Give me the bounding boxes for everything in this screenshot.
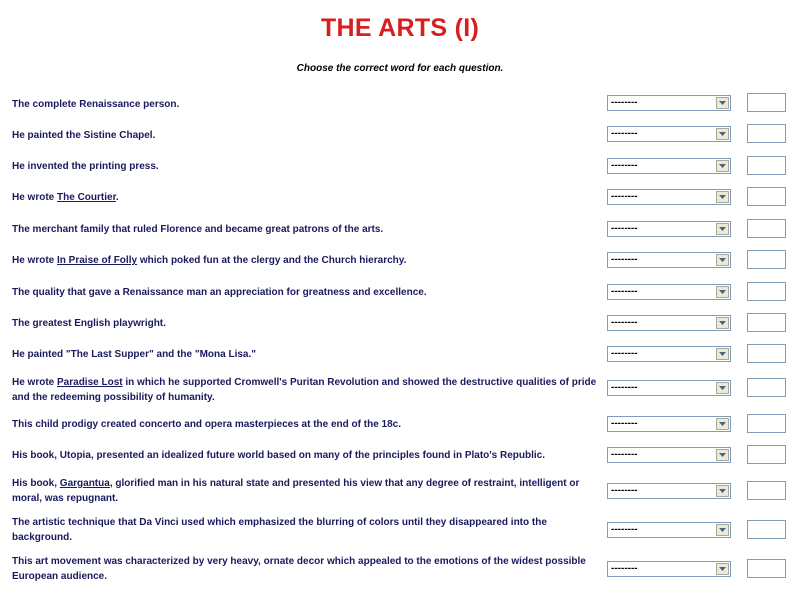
question-text	[12, 253, 406, 268]
answer-select-12[interactable]	[607, 447, 731, 463]
select-value: --------	[611, 254, 638, 265]
question-text-part: His book, Utopia, presented an idealized future world based on many of the principles found in Plato's Republic.	[12, 450, 545, 461]
question-text-part: He wrote	[12, 255, 58, 266]
question-text-part: His book,	[12, 478, 60, 489]
answer-select-9[interactable]	[607, 346, 731, 362]
question-14	[12, 515, 597, 545]
page-title: THE ARTS (I)	[320, 14, 480, 42]
chevron-down-icon[interactable]	[716, 524, 729, 536]
answer-select-11[interactable]	[607, 416, 731, 432]
select-value: --------	[611, 160, 638, 171]
question-text	[12, 159, 159, 174]
question-3	[12, 159, 597, 174]
select-value: --------	[611, 191, 638, 202]
question-10	[12, 375, 597, 405]
answer-field-5[interactable]	[747, 219, 786, 238]
answer-field-8[interactable]	[747, 313, 786, 332]
book-title-link[interactable]: The Courtier	[57, 192, 116, 203]
question-text	[12, 222, 383, 237]
answer-field-7[interactable]	[747, 282, 786, 301]
answer-field-15[interactable]	[747, 559, 786, 578]
question-9	[12, 347, 597, 362]
question-text	[12, 448, 545, 463]
question-text	[12, 190, 119, 205]
question-text-part: The merchant family that ruled Florence and became great patrons of the arts.	[12, 224, 384, 235]
chevron-down-icon[interactable]	[716, 449, 729, 461]
select-value: --------	[611, 286, 638, 297]
instructions: Choose the correct word for each question.	[296, 63, 504, 74]
question-12	[12, 448, 597, 463]
question-6	[12, 253, 597, 268]
question-text	[12, 285, 427, 300]
question-text-part: He invented the printing press.	[12, 161, 159, 172]
answer-field-1[interactable]	[747, 93, 786, 112]
answer-select-4[interactable]	[607, 189, 731, 205]
chevron-down-icon[interactable]	[716, 286, 729, 298]
book-title-link[interactable]: Paradise Lost	[57, 377, 123, 388]
question-text	[12, 417, 401, 432]
answer-field-2[interactable]	[747, 124, 786, 143]
question-1	[12, 97, 597, 112]
question-text-part: The greatest English playwright.	[12, 318, 166, 329]
question-text	[12, 554, 597, 584]
question-text-part: He painted the Sistine Chapel.	[12, 130, 156, 141]
question-text-part: He wrote	[12, 377, 58, 388]
answer-field-14[interactable]	[747, 520, 786, 539]
answer-field-13[interactable]	[747, 481, 786, 500]
question-5	[12, 222, 597, 237]
question-text-part: , glorified man in his natural state and presented his view that any degree of restraint, intelligent or moral, was repugnant.	[12, 478, 580, 504]
chevron-down-icon[interactable]	[716, 128, 729, 140]
question-text-part: This art movement was characterized by very heavy, ornate decor which appealed to the emotions of the widest possible European audience.	[12, 556, 586, 582]
answer-field-12[interactable]	[747, 445, 786, 464]
chevron-down-icon[interactable]	[716, 160, 729, 172]
question-text	[12, 97, 179, 112]
select-value: --------	[611, 382, 638, 393]
answer-select-2[interactable]	[607, 126, 731, 142]
answer-field-6[interactable]	[747, 250, 786, 269]
answer-select-5[interactable]	[607, 221, 731, 237]
question-text	[12, 347, 256, 362]
answer-select-15[interactable]	[607, 561, 731, 577]
question-8	[12, 316, 597, 331]
select-value: --------	[611, 524, 638, 535]
question-text-part: The complete Renaissance person.	[12, 99, 180, 110]
answer-select-1[interactable]	[607, 95, 731, 111]
question-4	[12, 190, 597, 205]
question-text	[12, 515, 597, 545]
chevron-down-icon[interactable]	[716, 485, 729, 497]
chevron-down-icon[interactable]	[716, 223, 729, 235]
select-value: --------	[611, 563, 638, 574]
select-value: --------	[611, 223, 638, 234]
select-value: --------	[611, 317, 638, 328]
book-title-link[interactable]: Gargantua	[59, 478, 110, 489]
answer-select-3[interactable]	[607, 158, 731, 174]
answer-select-6[interactable]	[607, 252, 731, 268]
chevron-down-icon[interactable]	[716, 563, 729, 575]
chevron-down-icon[interactable]	[716, 254, 729, 266]
question-text-part: in which he supported Cromwell's Puritan Revolution and showed the destructive qualities of pride and the redeeming possibility of humanity.	[12, 377, 597, 403]
select-value: --------	[611, 418, 638, 429]
question-2	[12, 128, 597, 143]
answer-select-13[interactable]	[607, 483, 731, 499]
select-value: --------	[611, 128, 638, 139]
chevron-down-icon[interactable]	[716, 382, 729, 394]
question-text-part: which poked fun at the clergy and the Church hierarchy.	[137, 255, 407, 266]
answer-field-9[interactable]	[747, 344, 786, 363]
question-text-part: .	[115, 192, 119, 203]
answer-select-10[interactable]	[607, 380, 731, 396]
answer-field-3[interactable]	[747, 156, 786, 175]
answer-field-4[interactable]	[747, 187, 786, 206]
chevron-down-icon[interactable]	[716, 418, 729, 430]
answer-field-10[interactable]	[747, 378, 786, 397]
question-11	[12, 417, 597, 432]
question-text-part: He wrote	[12, 192, 58, 203]
book-title-link[interactable]: In Praise of Folly	[57, 255, 138, 266]
chevron-down-icon[interactable]	[716, 191, 729, 203]
question-text-part: This child prodigy created concerto and opera masterpieces at the end of the 18c.	[12, 419, 401, 430]
question-text-part: He painted "The Last Supper" and the "Mona Lisa."	[12, 349, 256, 360]
answer-field-11[interactable]	[747, 414, 786, 433]
question-text	[12, 316, 166, 331]
question-7	[12, 285, 597, 300]
select-value: --------	[611, 348, 638, 359]
chevron-down-icon[interactable]	[716, 348, 729, 360]
chevron-down-icon[interactable]	[716, 97, 729, 109]
question-15	[12, 554, 597, 584]
answer-select-14[interactable]	[607, 522, 731, 538]
question-text-part: The artistic technique that Da Vinci used which emphasized the blurring of colors until they disappeared into the background.	[12, 517, 547, 543]
question-text	[12, 128, 155, 143]
chevron-down-icon[interactable]	[716, 317, 729, 329]
select-value: --------	[611, 449, 638, 460]
question-text	[12, 375, 597, 405]
answer-select-8[interactable]	[607, 315, 731, 331]
question-text-part: The quality that gave a Renaissance man an appreciation for greatness and excellence.	[12, 287, 427, 298]
select-value: --------	[611, 97, 638, 108]
question-text	[12, 476, 597, 506]
question-13	[12, 476, 597, 506]
answer-select-7[interactable]	[607, 284, 731, 300]
select-value: --------	[611, 485, 638, 496]
